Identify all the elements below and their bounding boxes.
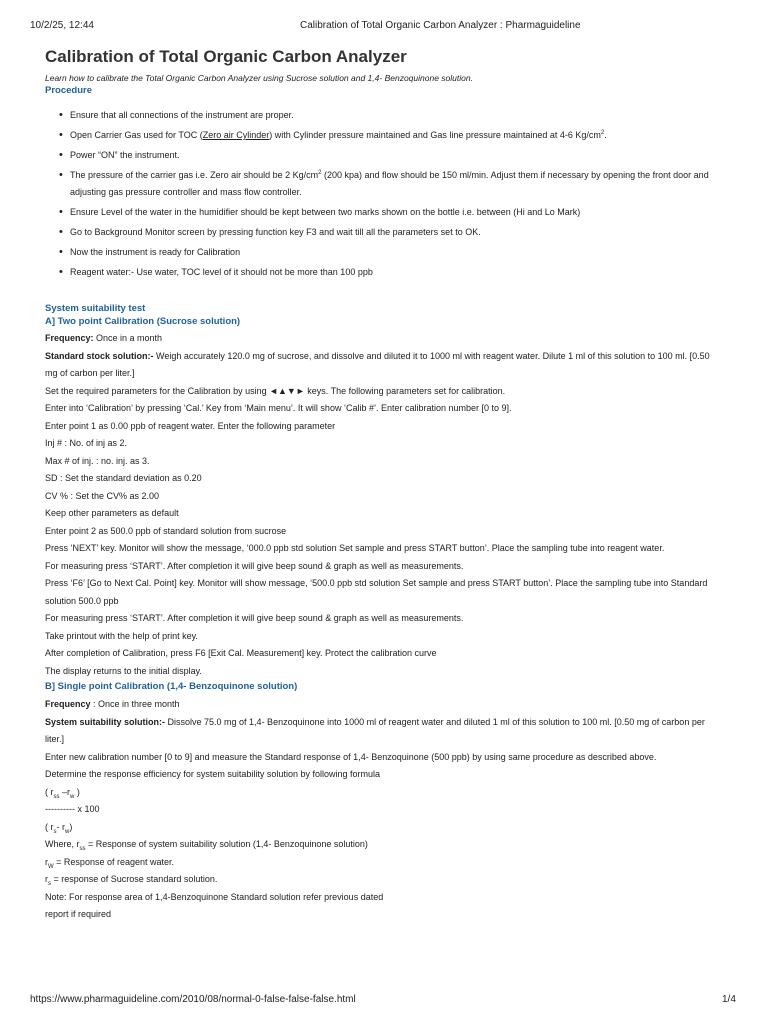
page-number: 1/4 — [722, 994, 736, 1005]
article-intro: Learn how to calibrate the Total Organic Carbon Analyzer using Sucrose solution and 1,4- Benzoquinone solution. — [45, 73, 473, 83]
procedure-item — [45, 264, 715, 281]
procedure-item — [45, 224, 715, 241]
sss-text: Dissolve 75.0 mg of 1,4- Benzoquinone into 1000 ml of reagent water and diluted 1 ml of this solution to 100 ml. [0.50 mg of carbon per liter.] — [45, 716, 705, 744]
frequency-a-label: Frequency: — [45, 333, 94, 343]
frequency-b-label: Frequency — [45, 699, 91, 709]
browser-datetime: 10/2/25, 12:44 — [30, 20, 94, 31]
formula-text: ) — [74, 786, 80, 797]
frequency-b-value: : Once in three month — [90, 699, 180, 709]
paragraph: Enter new calibration number [0 to 9] and measure the Standard response of 1,4- Benzoquinone (500 ppb) by using same procedure as described above. — [45, 751, 657, 762]
paragraph: After completion of Calibration, press F6 [Exit Cal. Measurement] key. Protect the calibration curve — [45, 648, 437, 658]
article — [45, 46, 715, 924]
subscript: s — [48, 880, 51, 887]
section-a-heading: A] Two point Calibration (Sucrose solution) — [45, 316, 241, 327]
procedure-item-text: Power “ON” the instrument. — [70, 150, 180, 160]
paragraph: For measuring press ‘START’. After completion it will give beep sound & graph as well as measurements. — [45, 560, 464, 571]
paragraph: Press ‘NEXT’ key. Monitor will show the message, ‘000.0 ppb std solution Set sample and press START button’. Place the sampling tube into reagent water. — [45, 543, 665, 553]
paragraph: Enter point 1 as 0.00 ppb of reagent water. Enter the following parameter — [45, 420, 336, 431]
paragraph: Keep other parameters as default — [45, 508, 179, 518]
standard-stock-solution — [45, 348, 715, 383]
subscript: ss — [53, 793, 60, 800]
procedure-item-text: The pressure of the carrier gas i.e. Zero air should be 2 Kg/cm — [70, 170, 319, 180]
superscript: 2 — [600, 130, 605, 136]
formula-numerator — [45, 784, 715, 802]
procedure-item-text: . — [604, 130, 607, 140]
subscript: w — [70, 793, 75, 800]
browser-page-title: Calibration of Total Organic Carbon Analyzer : Pharmaguideline — [300, 20, 581, 31]
paragraph: Enter point 2 as 500.0 ppb of standard solution from sucrose — [45, 525, 287, 536]
procedure-item — [45, 244, 715, 261]
paragraph: Enter into ‘Calibration’ by pressing ‘Cal.’ Key from ‘Main menu’. It will show ‘Calib #’. Enter calibration number [0 to 9]. — [45, 403, 512, 413]
paragraph: Max # of inj. : no. inj. as 3. — [45, 455, 150, 466]
note: Note: For response area of 1,4-Benzoquinone Standard solution refer previous dated — [45, 891, 384, 902]
frequency-a — [45, 330, 715, 348]
definition-text: = Response of system suitability solution (1,4- Benzoquinone solution) — [85, 839, 368, 849]
frequency-b — [45, 696, 715, 714]
paragraph: Press ‘F6’ [Go to Next Cal. Point] key. Monitor will show message, ‘500.0 ppb std solution Set sample and press START button’. Place the sampling tube into Standard solution 500.0 ppb — [45, 578, 708, 606]
definition-text: = Response of reagent water. — [53, 856, 174, 867]
formula-text: –r — [59, 786, 71, 797]
formula-text: ) — [69, 821, 73, 832]
definition-rw — [45, 854, 715, 872]
procedure-item-text: Open Carrier Gas used for TOC ( — [70, 130, 203, 140]
procedure-item-text: Ensure that all connections of the instrument are proper. — [70, 110, 294, 120]
article-title: Calibration of Total Organic Carbon Analyzer — [45, 47, 407, 66]
paragraph: For measuring press ‘START’. After completion it will give beep sound & graph as well as measurements. — [45, 613, 464, 623]
page-url: https://www.pharmaguideline.com/2010/08/normal-0-false-false-false.html — [30, 994, 356, 1005]
definition-rss — [45, 836, 715, 854]
paragraph: SD : Set the standard deviation as 0.20 — [45, 473, 202, 483]
stock-text: Weigh accurately 120.0 mg of sucrose, and dissolve and diluted it to 1000 ml with reagent water. Dilute 1 ml of this solution to 100 ml. [0.50 mg of carbon per liter.] — [45, 350, 710, 378]
definition-rs — [45, 871, 715, 889]
definition-text: r — [45, 856, 48, 867]
procedure-item — [45, 147, 715, 164]
stock-label: Standard stock solution:- — [45, 350, 154, 361]
paragraph: CV % : Set the CV% as 2.00 — [45, 490, 160, 501]
definition-text: Where, r — [45, 839, 80, 849]
formula-divider: ---------- x 100 — [45, 804, 100, 814]
definition-text: = response of Sucrose standard solution. — [51, 874, 218, 884]
procedure-heading: Procedure — [45, 85, 92, 96]
subscript: ss — [79, 845, 86, 852]
formula-text: ( r — [45, 786, 54, 797]
paragraph: The display returns to the initial display. — [45, 665, 202, 676]
procedure-item — [45, 167, 715, 201]
paragraph: Inj # : No. of inj as 2. — [45, 438, 128, 448]
subscript: W — [48, 863, 54, 870]
formula-text: - r — [56, 821, 65, 832]
procedure-item-text: Reagent water:- Use water, TOC level of it should not be more than 100 ppb — [70, 267, 373, 277]
section-b-heading: B] Single point Calibration (1,4- Benzoquinone solution) — [45, 681, 298, 692]
sst-heading: System suitability test — [45, 303, 146, 314]
procedure-item — [45, 107, 715, 124]
formula-text: ( r — [45, 821, 54, 832]
procedure-item-text: Ensure Level of the water in the humidifier should be kept between two marks shown on the bottle i.e. between (Hi and Lo Mark) — [70, 207, 581, 217]
subscript: s — [53, 828, 57, 835]
report-note: report if required — [45, 909, 112, 919]
sss-label: System suitability solution:- — [45, 716, 166, 727]
procedure-item-text: Go to Background Monitor screen by pressing function key F3 and wait till all the parameters set to OK. — [70, 227, 481, 237]
superscript: 2 — [318, 170, 322, 176]
zero-air-cylinder-link[interactable]: Zero air Cylinder — [202, 130, 270, 140]
paragraph: Set the required parameters for the Calibration by using ◄▲▼► keys. The following parameters set for calibration. — [45, 385, 506, 396]
procedure-list — [45, 107, 715, 281]
frequency-a-value: Once in a month — [93, 333, 163, 343]
formula-denominator — [45, 819, 715, 837]
system-suitability-solution — [45, 714, 715, 749]
subscript: w — [65, 828, 70, 835]
procedure-item-text: ) with Cylinder pressure maintained and Gas line pressure maintained at 4-6 Kg/cm — [269, 130, 601, 140]
procedure-item — [45, 127, 715, 144]
definition-text: r — [45, 874, 48, 884]
procedure-item-text: Now the instrument is ready for Calibration — [70, 247, 241, 257]
procedure-item — [45, 204, 715, 221]
paragraph: Determine the response efficiency for system suitability solution by following formula — [45, 769, 380, 779]
paragraph: Take printout with the help of print key. — [45, 630, 198, 641]
procedure-item-text: (200 kpa) and flow should be 150 ml/min. Adjust them if necessary by opening the front door and adjusting gas pressure controller and mass flow controller. — [70, 170, 709, 197]
